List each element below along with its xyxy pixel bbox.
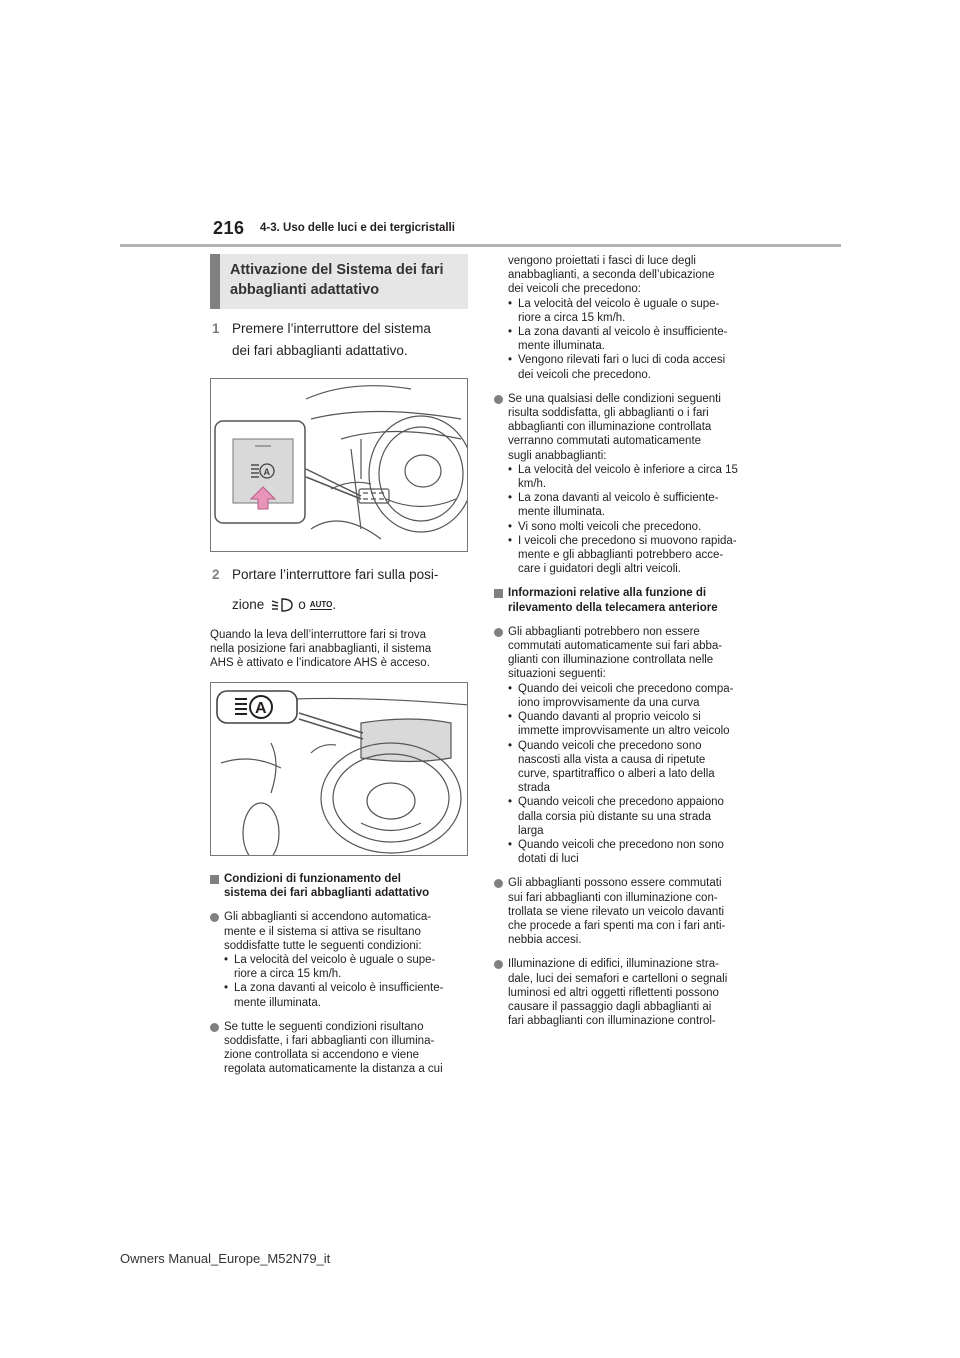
step-2-number: 2 [212,567,220,582]
item-line: • La zona davanti al veicolo è insufficiente- [234,982,444,995]
para-line: vengono proiettati i fasci di luce degli [508,255,696,267]
list-item [508,682,756,710]
square-bullet-icon [494,589,503,598]
step-2 [210,564,468,616]
list-item [508,297,756,325]
step-2-line1: Portare l’interruttore fari sulla posi- [232,567,439,582]
section-title [210,254,468,309]
para-line: soddisfatte, i fari abbaglianti con illumina- [224,1035,435,1048]
page-number: 216 [213,218,245,238]
conditions-heading [210,872,468,900]
para-line: luminosi ed altri oggetti riflettenti possono [508,986,719,999]
para-line: causare il passaggio dagli abbaglianti ai [508,1000,712,1013]
para-line: sui fari abbaglianti con illuminazione con- [508,891,718,904]
item-line: dei veicoli che precedono. [518,368,651,381]
cluster-drawing [211,683,468,856]
item-line: mente illuminata. [518,340,605,353]
item-line: nascosti alla vista a causa di ripetute [518,753,706,766]
list-item [508,739,756,796]
item-line: • Quando dei veicoli che precedono compa- [518,682,734,695]
heading-line: Condizioni di funzionamento del [224,873,401,885]
item-line: mente illuminata. [518,506,605,519]
para-line: mente e il sistema si attiva se risultano [224,925,421,938]
bullet-paragraph [494,392,756,577]
step-2-zione: zione [232,597,265,612]
heading-line: rilevamento della telecamera anteriore [508,601,718,614]
continued-paragraph [494,254,756,382]
list-item [224,953,468,981]
item-line: • La velocità del veicolo è inferiore a circa 15 [518,463,738,476]
step-2-o: o [298,597,306,612]
list-item [508,353,756,381]
para-line: Illuminazione di edifici, illuminazione stra- [508,958,719,971]
illustration-cluster [210,682,468,856]
right-column [494,254,756,1028]
header-rule [120,244,841,247]
camera-heading [494,586,756,614]
item-line: care i guidatori degli altri veicoli. [518,563,681,576]
bullet-paragraph [210,1020,468,1077]
para-line: nebbia accesi. [508,934,582,947]
para-line: fari abbaglianti con illuminazione control- [508,1015,716,1028]
square-bullet-icon [210,875,219,884]
para-line: dei veicoli che precedono: [508,283,641,296]
round-bullet-icon [494,879,503,888]
list-item [508,838,756,866]
conditions-block [210,872,468,1077]
item-line: • Vengono rilevati fari o luci di coda accesi [518,354,726,367]
illustration-switch [210,378,468,552]
para-line: Gli abbaglianti potrebbero non essere [508,625,700,638]
item-line: • La zona davanti al veicolo è insufficiente- [518,326,728,339]
note-line: AHS è attivato e l’indicatore AHS è acceso. [210,657,430,669]
para-line: che procede a fari spenti ma con i fari anti- [508,919,726,932]
heading-line: Informazioni relative alla funzione di [508,587,707,600]
para-line: Se una qualsiasi delle condizioni seguenti [508,392,721,405]
cluster-a-label: A [255,700,267,717]
para-line: Se tutte le seguenti condizioni risultano [224,1020,424,1033]
item-line: larga [518,824,544,837]
para-line: verranno commutati automaticamente [508,435,702,448]
para-line: situazioni seguenti: [508,668,606,681]
round-bullet-icon [210,1023,219,1032]
list-item [508,710,756,738]
para-line: Gli abbaglianti si accendono automatica- [224,911,432,924]
step-2-period: . [332,597,337,612]
item-line: • Vi sono molti veicoli che precedono. [518,520,702,533]
bullet-paragraph [210,910,468,1009]
item-line: immette improvvisamente un altro veicolo [518,725,730,738]
section-header: 4-3. Uso delle luci e dei tergicristalli [260,222,455,234]
low-beam-icon [268,596,294,614]
bullet-paragraph [494,625,756,866]
para-line: abbaglianti con illuminazione controllata [508,421,712,434]
switch-a-label: A [263,467,270,477]
round-bullet-icon [210,913,219,922]
item-line: • La velocità del veicolo è uguale o supe- [518,297,720,310]
round-bullet-icon [494,960,503,969]
list-item [508,491,756,519]
item-line: • La velocità del veicolo è uguale o supe- [234,954,436,967]
item-line: • La zona davanti al veicolo è sufficiente- [518,492,719,505]
item-line: mente e gli abbaglianti potrebbero acce- [518,549,724,562]
item-line: km/h. [518,478,547,491]
note-paragraph [210,628,468,670]
item-line: riore a circa 15 km/h. [234,968,342,981]
auto-icon: AUTO [309,600,333,609]
para-line: regolata automaticamente la distanza a cui [224,1063,443,1076]
bullet-paragraph [494,876,756,947]
para-line: commutati automaticamente sui fari abba- [508,640,723,653]
item-line: • Quando davanti al proprio veicolo si [518,711,701,724]
step-2-line2 [232,594,468,616]
item-line: riore a circa 15 km/h. [518,311,626,324]
item-line: strada [518,782,550,795]
list-item [508,534,756,577]
item-line: • I veicoli che precedono si muovono rapida- [518,534,737,547]
item-line: • Quando veicoli che precedono sono [518,739,702,752]
footer-text: Owners Manual_Europe_M52N79_it [120,1251,331,1266]
item-line: • Quando veicoli che precedono appaiono [518,796,724,809]
note-line: nella posizione fari anabbaglianti, il sistema [210,643,432,655]
step-1-line1: Premere l’interruttore del sistema [232,321,431,336]
para-line: risulta soddisfatta, gli abbaglianti o i fari [508,407,709,420]
round-bullet-icon [494,395,503,404]
item-line: curve, spartitraffico o alberi a lato della [518,767,715,780]
item-line: • Quando veicoli che precedono non sono [518,838,724,851]
round-bullet-icon [494,628,503,637]
section-title-line2: abbaglianti adattativo [230,282,380,298]
item-line: iono improvvisamente da una curva [518,696,700,709]
para-line: zione controllata si accendono e viene [224,1049,419,1062]
para-line: dale, luci dei semafori e cartelloni o segnali [508,972,728,985]
list-item [508,325,756,353]
list-item [508,463,756,491]
para-line: anabbaglianti, a seconda dell’ubicazione [508,269,715,282]
step-1-line2: dei fari abbaglianti adattativo. [232,343,408,358]
para-line: Gli abbaglianti possono essere commutati [508,877,722,890]
left-column [210,254,468,1077]
list-item [224,981,468,1009]
list-item [508,795,756,838]
item-line: dalla corsia più distante su una strada [518,810,712,823]
para-line: trollata se viene rilevato un veicolo davanti [508,905,725,918]
para-line: sugli anabbaglianti: [508,449,607,462]
para-line: soddisfatte tutte le seguenti condizioni: [224,939,422,952]
heading-line: sistema dei fari abbaglianti adattativo [224,887,430,900]
list-item [508,520,756,534]
step-1-number: 1 [212,321,220,336]
item-line: dotati di luci [518,853,579,866]
section-title-line1: Attivazione del Sistema dei fari [230,262,444,278]
note-line: Quando la leva dell’interruttore fari si trova [210,629,427,641]
item-line: mente illuminata. [234,996,321,1009]
bullet-paragraph [494,957,756,1028]
dashboard-switch-drawing [211,379,468,552]
para-line: glianti con illuminazione controllata nelle [508,654,714,667]
step-1 [210,318,468,362]
